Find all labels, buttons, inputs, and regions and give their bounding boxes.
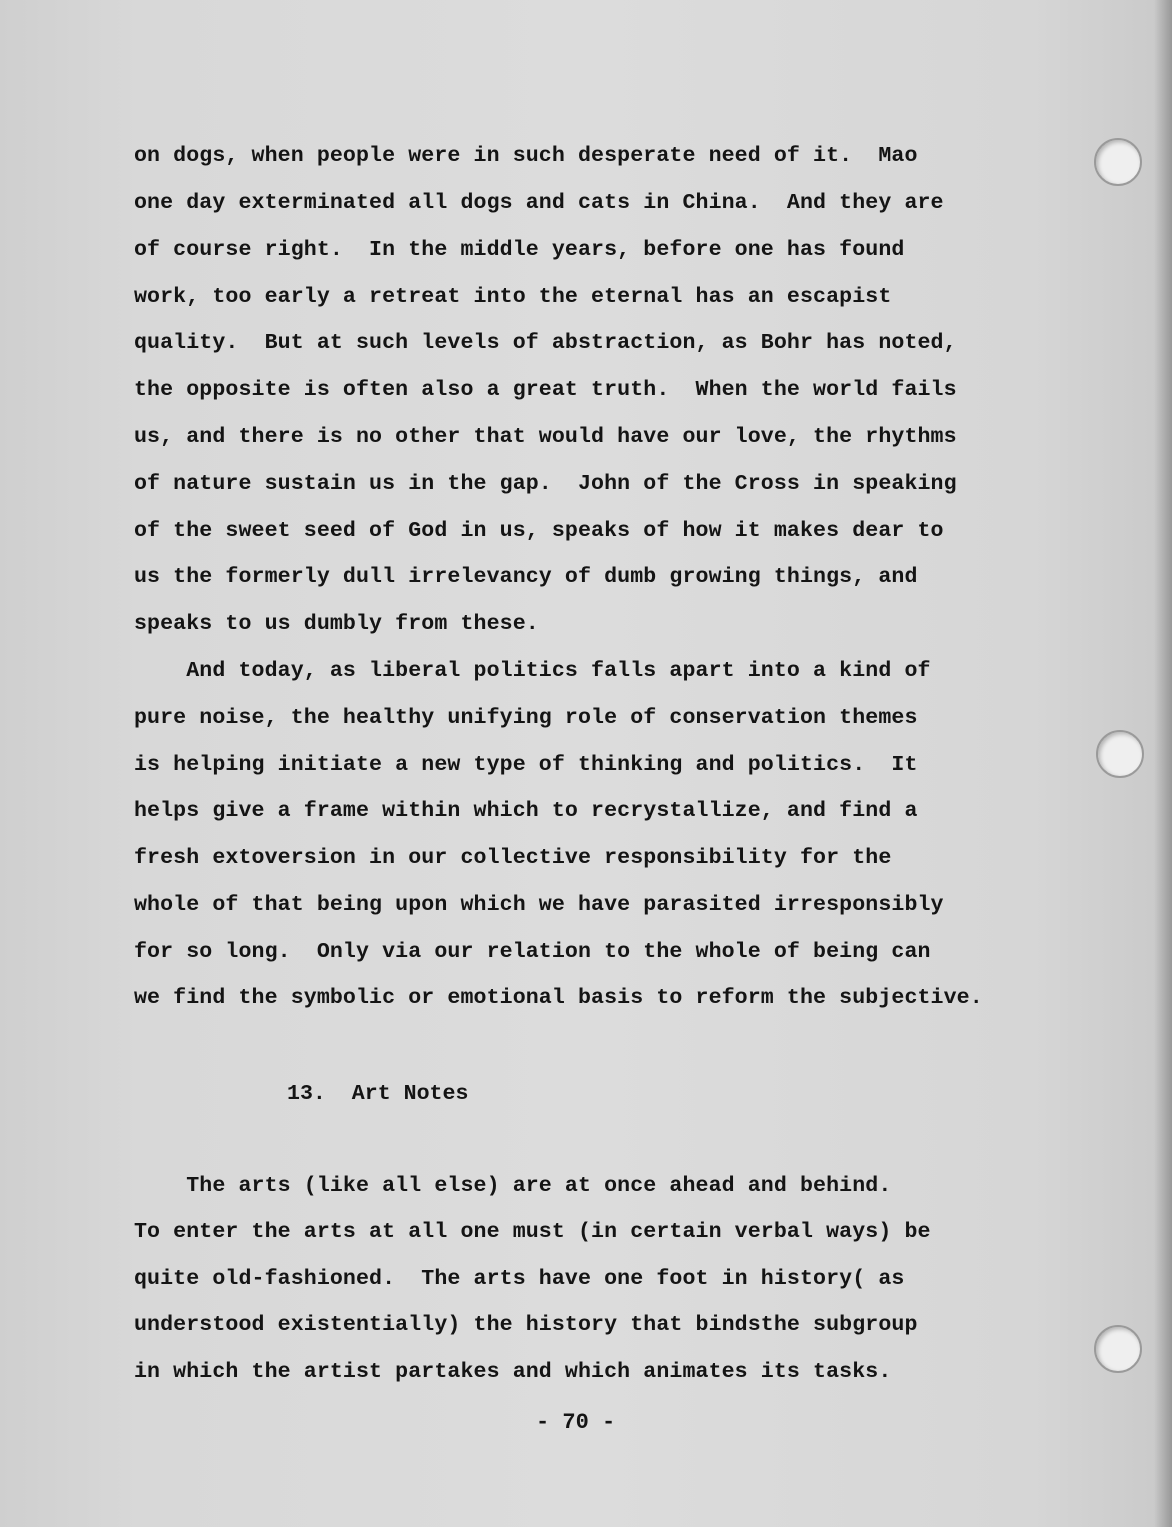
text-line: And today, as liberal politics falls apart into a kind of: [134, 659, 931, 683]
punch-hole-middle: [1096, 730, 1144, 778]
text-line: The arts (like all else) are at once ahead and behind.: [134, 1174, 892, 1198]
page-number: - 70 -: [536, 1410, 616, 1435]
punch-hole-top: [1094, 138, 1142, 186]
page-edge-shadow: [1154, 0, 1172, 1527]
text-line: quality. But at such levels of abstraction, as Bohr has noted,: [134, 331, 957, 355]
text-line: the opposite is often also a great truth. When the world fails: [134, 378, 957, 402]
text-line: one day exterminated all dogs and cats in China. And they are: [134, 191, 944, 215]
text-line: we find the symbolic or emotional basis to reform the subjective.: [134, 986, 983, 1010]
text-line: us, and there is no other that would have our love, the rhythms: [134, 425, 957, 449]
text-line: To enter the arts at all one must (in certain verbal ways) be: [134, 1220, 931, 1244]
section-heading: 13. Art Notes: [287, 1082, 469, 1106]
text-line: fresh extoversion in our collective responsibility for the: [134, 846, 892, 870]
text-line: work, too early a retreat into the eternal has an escapist: [134, 285, 892, 309]
text-line: of the sweet seed of God in us, speaks of how it makes dear to: [134, 519, 944, 543]
text-line: for so long. Only via our relation to the whole of being can: [134, 940, 931, 964]
text-line: in which the artist partakes and which animates its tasks.: [134, 1360, 892, 1384]
text-line: on dogs, when people were in such desperate need of it. Mao: [134, 144, 918, 168]
text-line: of course right. In the middle years, before one has found: [134, 238, 905, 262]
text-line: understood existentially) the history that bindsthe subgroup: [134, 1313, 918, 1337]
text-line: us the formerly dull irrelevancy of dumb growing things, and: [134, 565, 918, 589]
text-line: speaks to us dumbly from these.: [134, 612, 539, 636]
punch-hole-bottom: [1094, 1325, 1142, 1373]
text-line: quite old-fashioned. The arts have one foot in history( as: [134, 1267, 905, 1291]
text-line: whole of that being upon which we have parasited irresponsibly: [134, 893, 944, 917]
text-line: is helping initiate a new type of thinking and politics. It: [134, 753, 918, 777]
text-line: pure noise, the healthy unifying role of conservation themes: [134, 706, 918, 730]
text-line: helps give a frame within which to recrystallize, and find a: [134, 799, 918, 823]
text-line: of nature sustain us in the gap. John of the Cross in speaking: [134, 472, 957, 496]
